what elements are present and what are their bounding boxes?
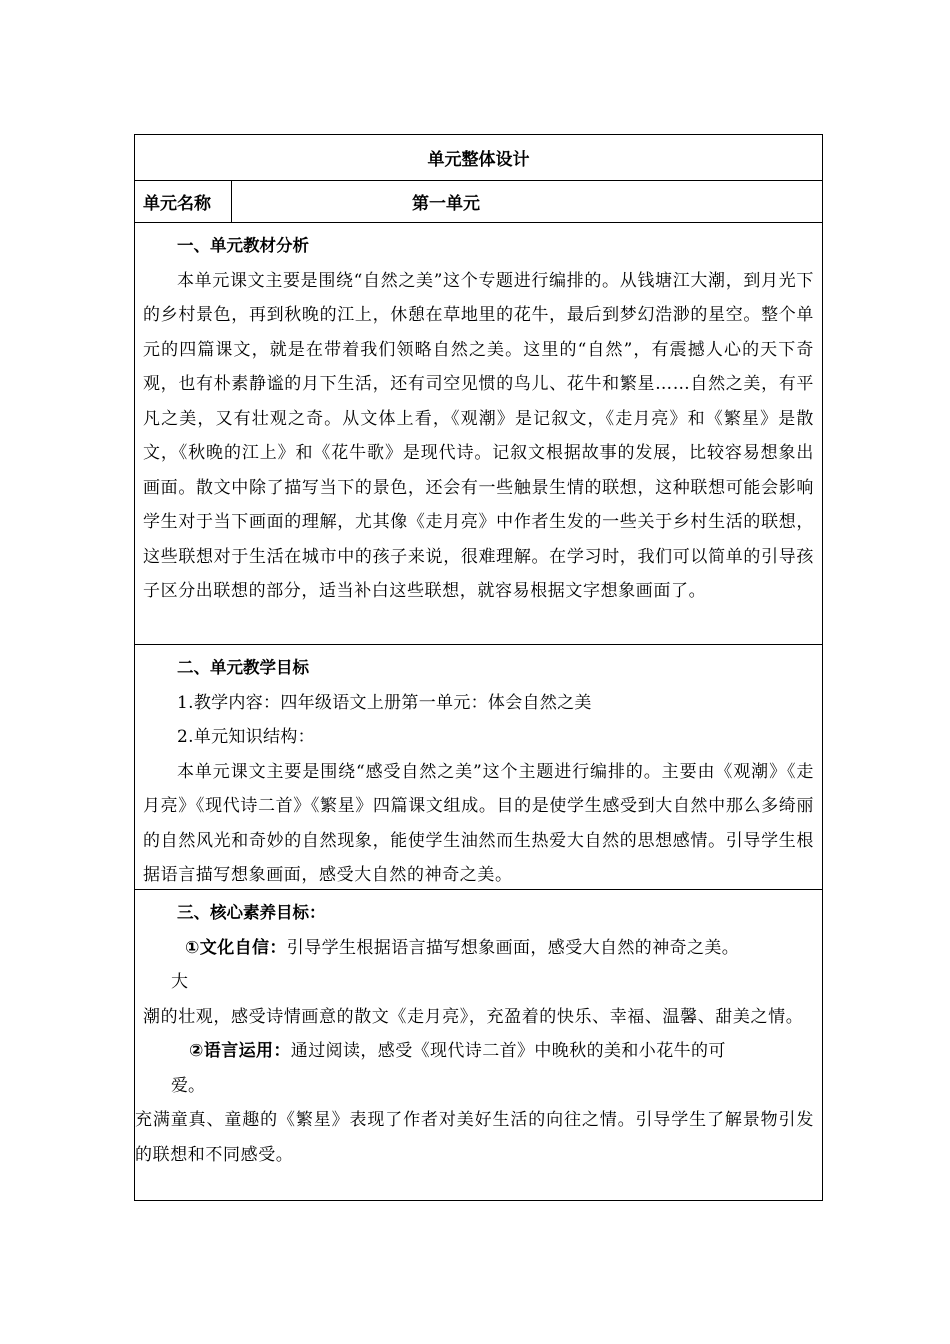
goal2-label: ②语言运用： (189, 1041, 291, 1061)
unit-name-label: 单元名称 (135, 181, 232, 222)
section-material-analysis (135, 223, 822, 645)
section-teaching-goals (135, 645, 822, 890)
section2-item1: 1.教学内容：四年级语文上册第一单元：体会自然之美 (177, 692, 592, 713)
unit-name-row (135, 181, 822, 223)
section3-heading: 三、核心素养目标： (177, 903, 326, 922)
goal1-wrap: 大 (171, 972, 188, 992)
section1-text: 本单元课文主要是围绕“自然之美”这个专题进行编排的。从钱塘江大潮，到月光下的乡村景色，再到秋晚的江上，休憩在草地里的花牛，最后到梦幻浩渺的星空。整个单元的四篇课文，就是在带着我们领略自然之美。这里的“自然”，有震撼人心的天下奇观，也有朴素静谧的月下生活，还有司空见惯的鸟儿、花牛和繁星……自然之美，有平凡之美，又有壮观之奇。从文体上看，《观潮》是记叙文，《走月亮》和《繁星》是散文，《秋晚的江上》和《花牛歌》是现代诗。记叙文根据故事的发展，比较容易想象出画面。散文中除了描写当下的景色，还会有一些触景生情的联想，这种联想可能会影响学生对于当下画面的理解，尤其像《走月亮》中作者生发的一些关于乡村生活的联想，这些联想对于生活在城市中的孩子来说，很难理解。在学习时，我们可以简单的引导孩子区分出联想的部分，适当补白这些联想，就容易根据文字想象画面了。 (143, 270, 814, 601)
goal2-cont: 充满童真、童趣的《繁星》表现了作者对美好生活的向往之情。引导学生了解景物引发的联想和不同感受。 (135, 1110, 814, 1165)
goal1-cont: 潮的壮观，感受诗情画意的散文《走月亮》，充盈着的快乐、幸福、温馨、甜美之情。 (143, 1006, 804, 1027)
table-title: 单元整体设计 (135, 135, 822, 181)
goal2-text: 通过阅读，感受《现代诗二首》中晚秋的美和小花牛的可 (290, 1041, 726, 1061)
section1-heading: 一、单元教材分析 (177, 236, 309, 255)
unit-name-value: 第一单元 (412, 194, 480, 214)
section2-text: 本单元课文主要是围绕“感受自然之美”这个主题进行编排的。主要由《观潮》《走月亮》《现代诗二首》《繁星》四篇课文组成。目的是使学生感受到大自然中那么多绮丽的自然风光和奇妙的自然现象，能使学生油然而生热爱大自然的思想感情。引导学生根据语言描写想象画面，感受大自然的神奇之美。 (143, 761, 814, 885)
goal1-text: 引导学生根据语言描写想象画面，感受大自然的神奇之美。 (286, 937, 740, 958)
section-core-literacy (135, 890, 822, 1200)
unit-design-table (134, 134, 823, 1201)
section2-heading: 二、单元教学目标 (177, 658, 309, 677)
goal1-line (143, 931, 814, 966)
goal1-label: ①文化自信： (185, 937, 287, 958)
goal2-line (143, 1034, 814, 1069)
section2-item2: 2.单元知识结构： (177, 727, 315, 747)
goal2-wrap: 爱。 (171, 1075, 205, 1096)
